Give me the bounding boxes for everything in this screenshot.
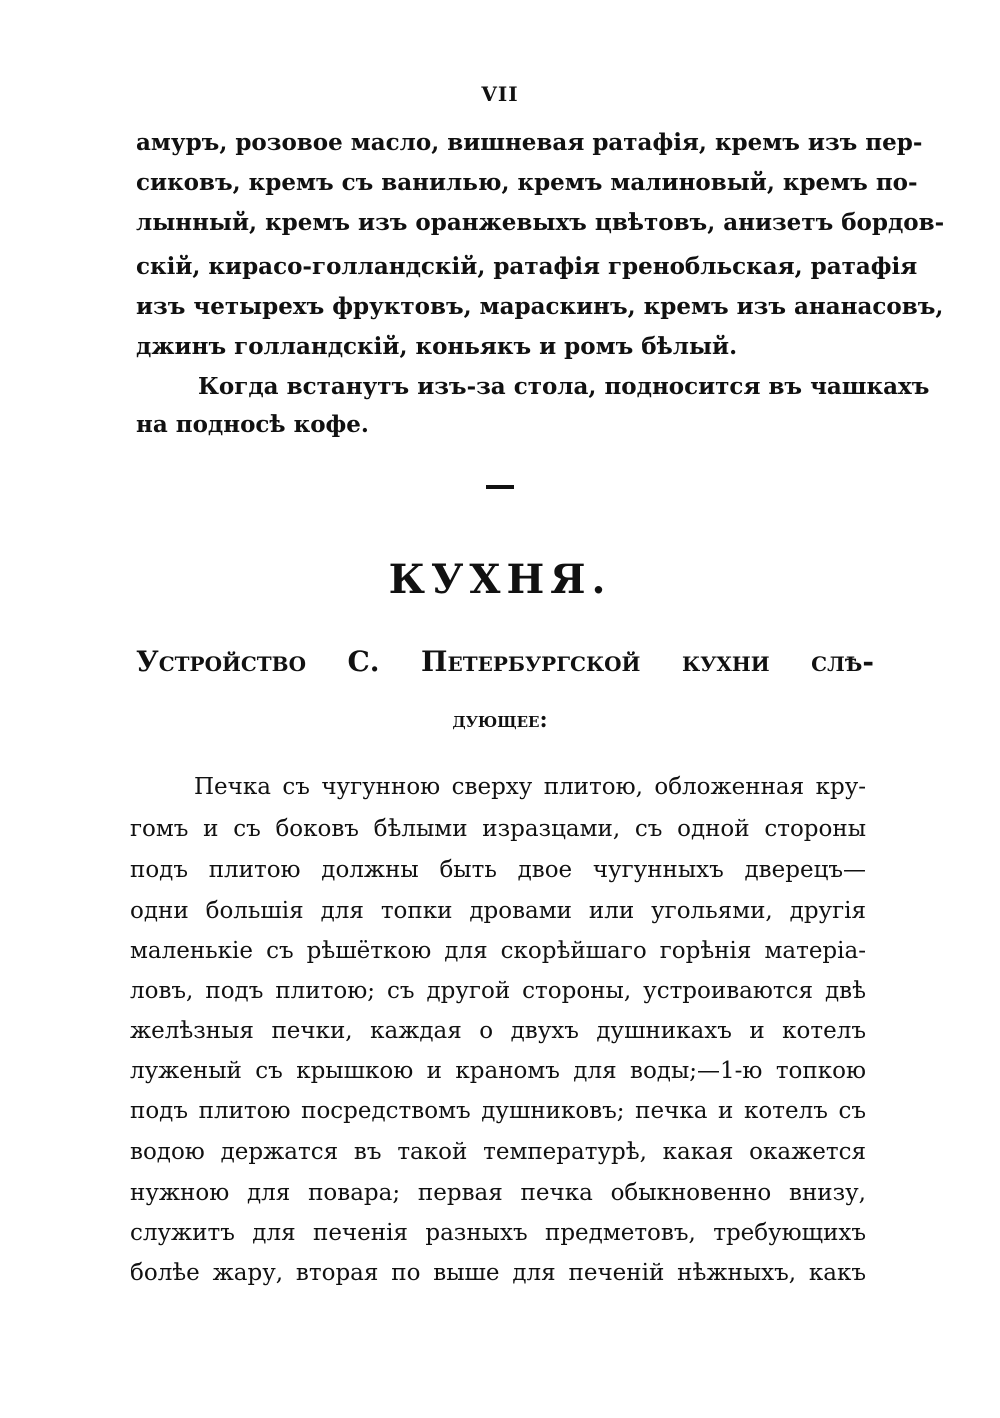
text-line: нужною для повара; первая печка обыкновенно внизу, — [130, 1180, 866, 1206]
text-line: служитъ для печенія разныхъ предметовъ, требующихъ — [130, 1220, 866, 1246]
text-line: подъ плитою должны быть двое чугунныхъ дверецъ— — [130, 857, 866, 883]
text-line: ловъ, подъ плитою; съ другой стороны, устроиваются двѣ — [130, 978, 866, 1004]
section-separator — [486, 485, 514, 489]
text-line: желѣзныя печки, каждая о двухъ душникахъ и котелъ — [130, 1018, 866, 1044]
text-line: болѣе жару, вторая по выше для печеній нѣжныхъ, какъ — [130, 1260, 866, 1286]
text-line: одни большія для топки дровами или угольями, другія — [130, 898, 866, 924]
text-line: маленькіе съ рѣшёткою для скорѣйшаго горѣнія матеріа- — [130, 938, 866, 964]
text-line: на подносѣ кофе. — [136, 411, 369, 438]
page-number: VII — [481, 82, 519, 106]
text-line: изъ четырехъ фруктовъ, мараскинъ, кремъ изъ ананасовъ, — [136, 293, 944, 320]
text-line: Когда встанутъ изъ-за стола, подносится въ чашкахъ — [198, 373, 930, 400]
subheading: Устройство С. Петербургской кухни слѣ- — [136, 645, 874, 678]
subheading-continuation: дующее: — [452, 707, 548, 733]
text-line: Печка съ чугунною сверху плитою, обложенная кру- — [194, 774, 866, 800]
text-line: джинъ голландскій, коньякъ и ромъ бѣлый. — [136, 333, 738, 360]
text-line: водою держатся въ такой температурѣ, какая окажется — [130, 1139, 866, 1165]
text-line: луженый съ крышкою и краномъ для воды;—1-ю топкою — [130, 1058, 866, 1084]
text-line: скій, кирасо-голландскій, ратафія гренобльская, ратафія — [136, 253, 918, 280]
text-line: гомъ и съ боковъ бѣлыми изразцами, съ одной стороны — [130, 816, 866, 842]
text-line: подъ плитою посредствомъ душниковъ; печка и котелъ съ — [130, 1098, 866, 1124]
text-line: лынный, кремъ изъ оранжевыхъ цвѣтовъ, анизетъ бордов- — [136, 209, 945, 236]
text-line: сиковъ, кремъ съ ванилью, кремъ малиновый, кремъ по- — [136, 169, 918, 196]
text-line: амуръ, розовое масло, вишневая ратафія, кремъ изъ пер- — [136, 129, 923, 156]
section-title: КУХНЯ. — [388, 556, 612, 603]
